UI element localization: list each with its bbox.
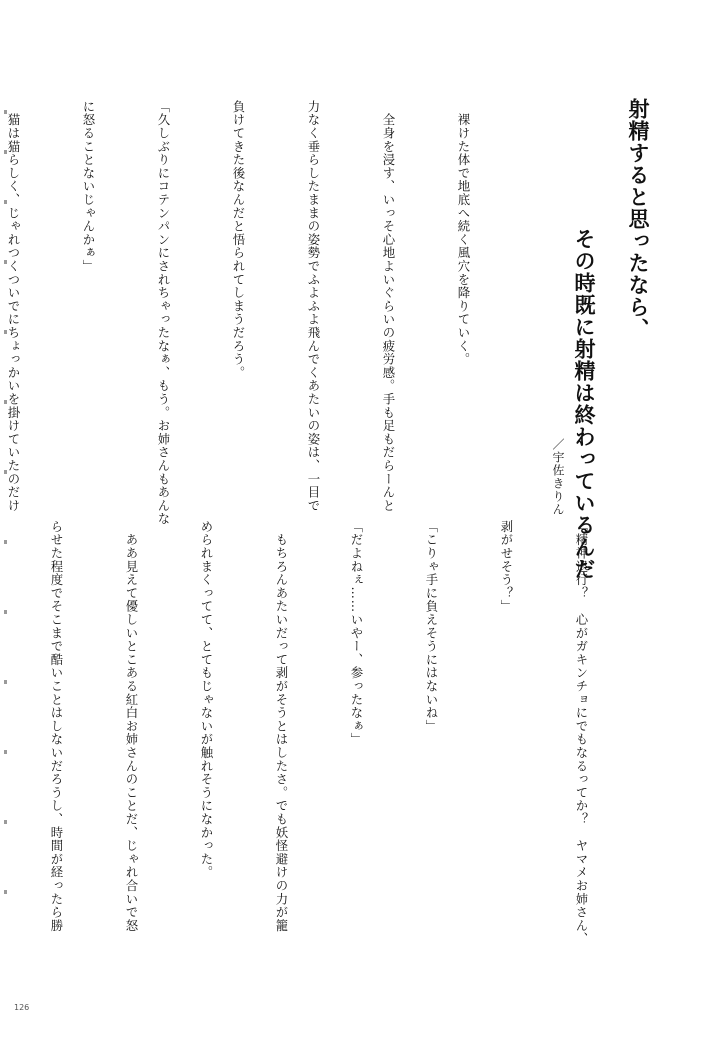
author-name: ／宇佐きりん: [551, 438, 565, 516]
body-text-bottom: [49, 520, 644, 960]
text-line: 全身を浸す、いっそ心地よいぐらいの疲労感。手も足もだらーんと: [381, 100, 396, 513]
text-line: 「だよねぇ……いやー、参ったなぁ」: [349, 520, 364, 747]
page-number: 126: [14, 1003, 30, 1012]
text-line: もちろんあたいだって剥がそうとはしたさ。でも妖怪避けの力が籠: [274, 520, 289, 933]
text-line: に怒ることないじゃんかぁ」: [81, 100, 96, 273]
text-line: 猫は猫らしく、じゃれつくついでにちょっかいを掛けていたのだけ: [6, 100, 21, 513]
text-line: 剥がせそう？」: [499, 520, 514, 614]
story-title-line-1: 射精すると思ったなら、: [626, 98, 651, 340]
text-line: 「久しぶりにコテンパンにされちゃったなぁ、もう。お姉さんもあんな: [156, 100, 171, 526]
body-text-top: [6, 100, 526, 526]
text-line: ああ見えて優しいとこある紅白お姉さんのことだ、じゃれ合いで怒: [124, 520, 139, 933]
text-line: 「こりゃ手に負えそうにはないね」: [424, 520, 439, 733]
text-line: らせた程度でそこまで酷いことはしないだろうし、時間が経ったら勝: [49, 520, 64, 933]
story-title-line-2: その時既に射精は終わっているんだ: [572, 228, 597, 580]
text-line: 負けてきた後なんだと悟られてしまうだろう。: [231, 100, 246, 380]
text-line: められまくってて、とてもじゃないが触れそうになかった。: [199, 520, 214, 880]
text-line: 力なく垂らしたままの姿勢でふよふよ飛んでくあたいの姿は、一目で: [306, 100, 321, 513]
text-line: 「精神退行？ 心がガキンチョにでもなるってか？ ヤマメお姉さん、: [574, 520, 589, 946]
text-line: 裸けた体で地底へ続く風穴を降りていく。: [456, 100, 471, 366]
